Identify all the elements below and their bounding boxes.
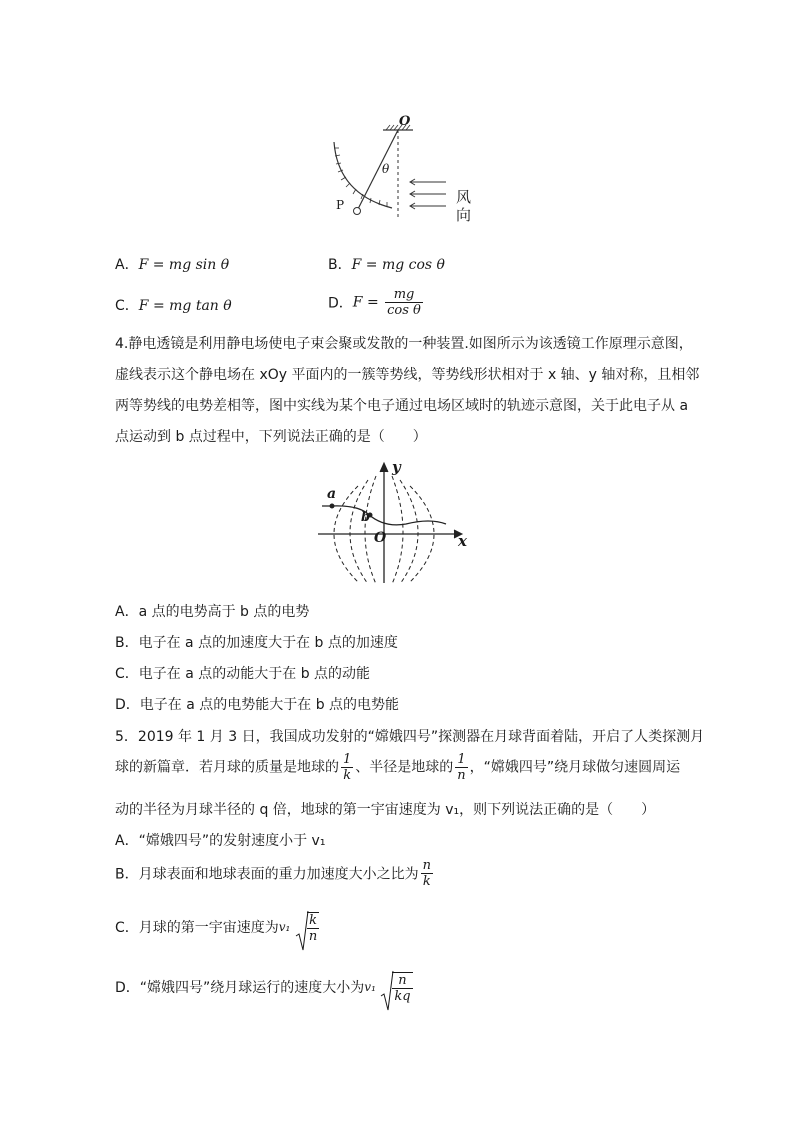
fraction-denominator: cos θ	[387, 303, 421, 318]
fraction-1-over-n	[455, 752, 467, 783]
q5-option-a: A．“嫦娥四号”的发射速度小于 v₁	[115, 833, 326, 849]
label-p: P	[336, 198, 345, 212]
option-formula: F = mg sin θ	[138, 257, 230, 273]
label-wind-2: 向	[456, 206, 472, 224]
radical-sign	[380, 970, 394, 1012]
q3-option-c	[115, 295, 232, 315]
q4-stem-line-3: 两等势线的电势差相等，图中实线为某个电子通过电场区域时的轨迹示意图，关于此电子从 a	[115, 398, 689, 414]
fraction-denominator: k	[343, 768, 352, 783]
axis-label-x: x	[458, 532, 467, 550]
q3-option-d	[328, 287, 425, 318]
lens-figure	[310, 458, 480, 588]
fraction-denominator: k	[422, 874, 431, 889]
point-b-label: b	[361, 510, 371, 525]
q4-option-b: B．电子在 a 点的加速度大于在 b 点的加速度	[115, 635, 398, 651]
q5-stem-line-2	[115, 752, 680, 783]
fraction-numerator: n	[422, 858, 431, 873]
q4-option-c: C．电子在 a 点的动能大于在 b 点的动能	[115, 666, 371, 682]
q3-option-a	[115, 254, 229, 274]
q4-stem-line-4: 点运动到 b 点过程中，下列说法正确的是（ ）	[115, 429, 427, 445]
point-a-label: a	[327, 486, 337, 502]
q3-option-b	[328, 254, 445, 274]
fraction-numerator: k	[307, 913, 319, 929]
fraction-numerator: 1	[343, 752, 352, 767]
q4-stem-line-2: 虚线表示这个静电场在 xOy 平面内的一簇等势线，等势线形状相对于 x 轴、y 轴对称，且相邻	[115, 367, 700, 383]
option-text: D．“嫦娥四号”绕月球运行的速度大小为	[115, 980, 365, 996]
option-formula-lhs: F =	[352, 294, 379, 311]
option-letter: B．	[328, 257, 352, 273]
label-wind-1: 风	[456, 188, 472, 206]
q4-option-d: D．电子在 a 点的电势能大于在 b 点的电势能	[115, 697, 400, 713]
option-letter: A．	[115, 257, 139, 273]
pendulum-figure	[320, 112, 480, 222]
stem-text: 球的新篇章．若月球的质量是地球的	[115, 759, 339, 776]
q5-stem-line-1: 5．2019 年 1 月 3 日，我国成功发射的“嫦娥四号”探测器在月球背面着陆，开启了人类探测月	[115, 729, 705, 745]
q5-stem-line-3: 动的半径为月球半径的 q 倍，地球的第一宇宙速度为 v₁，则下列说法正确的是（ ）	[115, 802, 656, 818]
q5-option-b	[115, 858, 435, 889]
label-theta: θ	[382, 162, 390, 176]
lens-diagram	[310, 458, 480, 588]
option-formula: F = mg tan θ	[138, 298, 232, 314]
sqrt-k-over-n	[295, 910, 319, 944]
fraction-1-over-k	[341, 752, 353, 783]
origin-label: O	[374, 530, 387, 546]
option-text: B．月球表面和地球表面的重力加速度大小之比为	[115, 866, 419, 883]
fraction-numerator: mg	[385, 287, 423, 303]
option-letter: C．	[115, 298, 139, 314]
label-o: O	[399, 114, 411, 129]
q5-option-c	[115, 910, 319, 944]
fraction-denominator: n	[457, 768, 466, 783]
velocity-symbol: v₁	[278, 920, 291, 934]
velocity-symbol: v₁	[364, 980, 376, 994]
fraction-numerator: 1	[455, 752, 467, 768]
option-formula: F = mg cos θ	[351, 257, 445, 273]
q4-option-a: A．a 点的电势高于 b 点的电势	[115, 604, 310, 620]
fraction-n-over-k	[421, 858, 433, 889]
axis-label-y: y	[392, 458, 401, 476]
radical-sign	[295, 910, 309, 952]
fraction-numerator: n	[392, 973, 412, 989]
stem-text: ，“嫦娥四号”绕月球做匀速圆周运	[469, 759, 681, 776]
stem-text: 、半径是地球的	[355, 759, 454, 776]
fraction-denominator: n	[308, 929, 318, 944]
option-letter: D．	[328, 295, 353, 312]
option-fraction	[385, 287, 423, 318]
q5-option-d	[115, 970, 413, 1004]
sqrt-n-over-kq	[380, 970, 412, 1004]
q4-stem-line-1: 4.静电透镜是利用静电场使电子束会聚或发散的一种装置.如图所示为该透镜工作原理示意图，	[115, 336, 693, 352]
option-text: C．月球的第一宇宙速度为	[115, 920, 279, 936]
fraction-denominator: kq	[394, 989, 411, 1004]
